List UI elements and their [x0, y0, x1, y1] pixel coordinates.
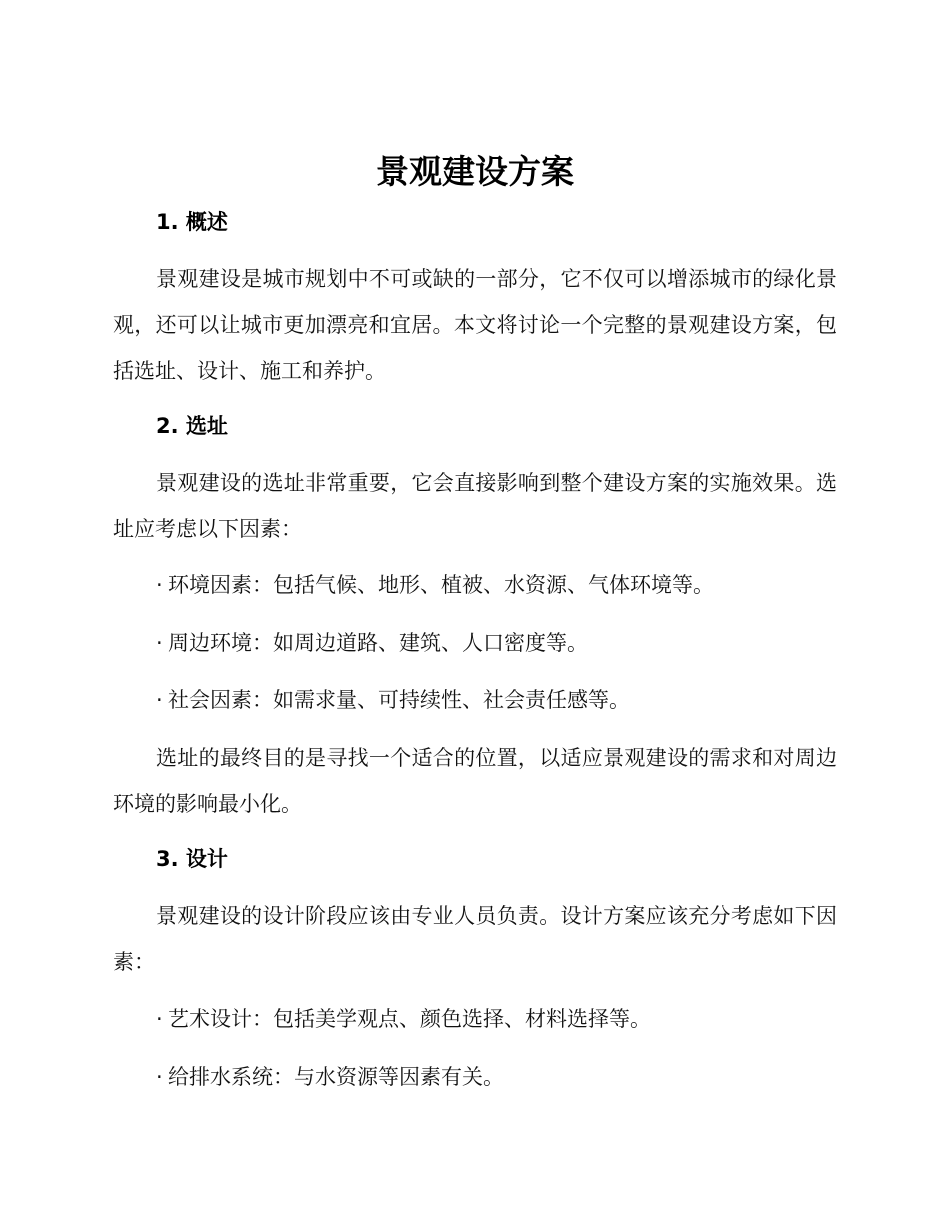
list-item	[156, 627, 588, 659]
list-item	[156, 1061, 504, 1093]
document-title: 景观建设方案	[376, 152, 574, 191]
section-heading-site-selection: 2. 选址	[156, 414, 228, 438]
bullet-mark: ·	[156, 573, 163, 597]
list-item-text: 周边环境：如周边道路、建筑、人口密度等。	[168, 631, 588, 655]
bullet-mark: ·	[156, 1065, 163, 1089]
list-item	[156, 684, 630, 716]
site-selection-intro: 景观建设的选址非常重要，它会直接影响到整个建设方案的实施效果。选址应考虑以下因素：	[113, 471, 837, 541]
section-heading-design: 3. 设计	[156, 847, 228, 871]
list-item-text: 艺术设计：包括美学观点、颜色选择、材料选择等。	[168, 1007, 651, 1031]
overview-paragraph: 景观建设是城市规划中不可或缺的一部分，它不仅可以增添城市的绿化景观，还可以让城市更加漂亮和宜居。本文将讨论一个完整的景观建设方案，包括选址、设计、施工和养护。	[113, 267, 837, 383]
list-item-text: 给排水系统：与水资源等因素有关。	[168, 1065, 504, 1089]
list-item	[156, 1003, 651, 1035]
bullet-mark: ·	[156, 688, 163, 712]
bullet-mark: ·	[156, 631, 163, 655]
section-heading-overview: 1. 概述	[156, 210, 228, 234]
list-item	[156, 569, 714, 601]
list-item-text: 环境因素：包括气候、地形、植被、水资源、气体环境等。	[168, 573, 714, 597]
bullet-mark: ·	[156, 1007, 163, 1031]
list-item-text: 社会因素：如需求量、可持续性、社会责任感等。	[168, 688, 630, 712]
site-selection-conclusion: 选址的最终目的是寻找一个适合的位置，以适应景观建设的需求和对周边环境的影响最小化。	[113, 746, 837, 816]
design-intro: 景观建设的设计阶段应该由专业人员负责。设计方案应该充分考虑如下因素：	[113, 904, 837, 974]
